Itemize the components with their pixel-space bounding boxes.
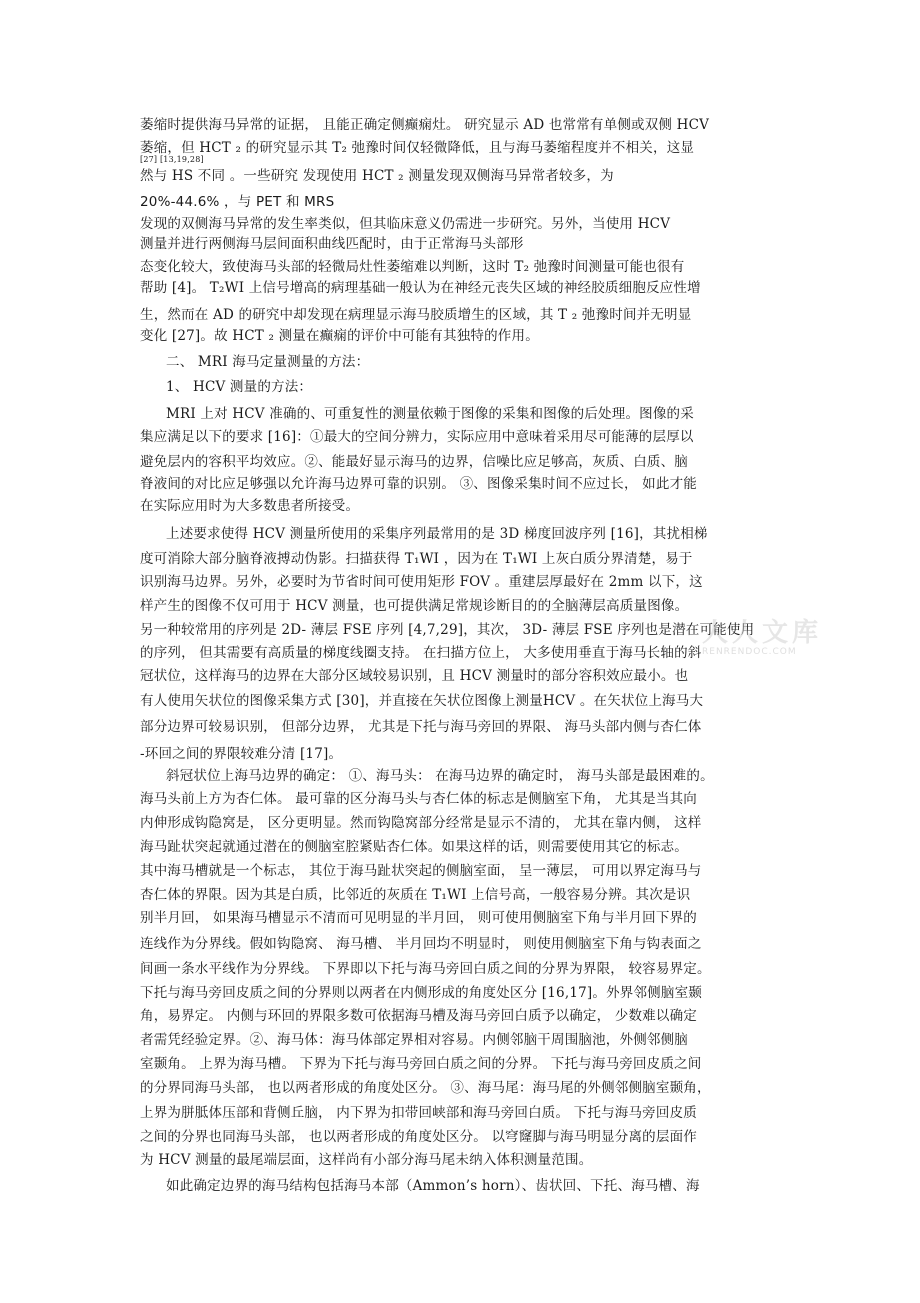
text-line: 为 HCV 测量的最尾端层面，这样尚有小部分海马尾未纳入体积测量范围。 — [140, 1152, 593, 1168]
text-line: 冠状位，这样海马的边界在大部分区域较易识别，且 HCV 测量时的部分容积效应最小。也 — [140, 668, 689, 684]
text-line: 其中海马槽就是一个标志， 其位于海马趾状突起的侧脑室面， 呈一薄层， 可用以界定海马与 — [140, 863, 702, 879]
text-line: 20%-44.6% ，与 PET 和 MRS — [140, 194, 335, 210]
text-line: 上述要求使得 HCV 测量所使用的采集序列最常用的是 3D 梯度回波序列 [16]，其扰相梯 — [166, 526, 708, 542]
text-line: 如此确定边界的海马结构包括海马本部（Ammon’s horn）、齿状回、下托、海马槽、海 — [166, 1178, 700, 1194]
text-line: 角，易界定。 内侧与环回的界限多数可依据海马槽及海马旁回白质予以确定， 少数难以确定 — [140, 1008, 697, 1024]
text-line: 下托与海马旁回皮质之间的分界则以两者在内侧形成的角度处区分 [16,17]。外界邻侧脑室颞 — [140, 985, 702, 1001]
text-line: 间画一条水平线作为分界线。 下界即以下托与海马旁回白质之间的分界为界限， 较容易界定。 — [140, 961, 711, 977]
text-line: 杏仁体的界限。因为其是白质，比邻近的灰质在 T₁WI 上信号高，一般容易分辨。其次是识 — [140, 887, 691, 903]
citation-line: [27] [13,19,28] — [140, 155, 204, 164]
section-heading: 二、 MRI 海马定量测量的方法： — [166, 354, 370, 370]
text-line: 有人使用矢状位的图像采集方式 [30]，并直接在矢状位图像上测量HCV 。在矢状位上海马大 — [140, 693, 704, 709]
text-line: 海马头前上方为杏仁体。 最可靠的区分海马头与杏仁体的标志是侧脑室下角， 尤其是当其向 — [140, 791, 697, 807]
text-line: 脊液间的对比应足够强以允许海马边界可靠的识别。 ③、图像采集时间不应过长， 如此才能 — [140, 476, 697, 492]
watermark-url: RENRENDOC.COM — [702, 647, 797, 657]
text-line: 室颞角。 上界为海马槽。 下界为下托与海马旁回白质之间的分界。 下托与海马旁回皮质之间 — [140, 1056, 702, 1072]
text-line: 者需凭经验定界。②、海马体：海马体部定界相对容易。内侧邻脑干周围脑池，外侧邻侧脑 — [140, 1032, 688, 1048]
subsection-heading: 1、 HCV 测量的方法： — [166, 379, 313, 395]
text-line: 测量并进行两侧海马层间面积曲线匹配时，由于正常海马头部形 — [140, 236, 524, 252]
text-line: 部分边界可较易识别， 但部分边界， 尤其是下托与海马旁回的界限、 海马头部内侧与杏仁体 — [140, 719, 702, 735]
text-line: 萎缩，但 HCT ₂ 的研究显示其 T₂ 弛豫时间仅轻微降低，且与海马萎缩程度并不相关，这显 — [140, 140, 695, 156]
text-line: 帮助 [4]。 T₂WI 上信号增高的病理基础一般认为在神经元丧失区域的神经胶质细胞反应性增 — [140, 280, 701, 296]
text-line: -环回之间的界限较难分清 [17]。 — [140, 746, 343, 762]
text-line: 斜冠状位上海马边界的确定： ①、海马头： 在海马边界的确定时， 海马头部是最困难的。 — [166, 768, 714, 784]
text-line: 萎缩时提供海马异常的证据， 且能正确定侧癫痫灶。 研究显示 AD 也常常有单侧或双侧 HCV — [140, 117, 710, 133]
watermark-logo — [702, 612, 822, 672]
text-line: 的分界同海马头部， 也以两者形成的角度处区分。 ③、海马尾：海马尾的外侧邻侧脑室颞角， — [140, 1080, 711, 1096]
text-line: 然与 HS 不同 。一些研究 发现使用 HCT ₂ 测量发现双侧海马异常者较多，为 — [140, 168, 614, 184]
text-line: 别半月回， 如果海马槽显示不清而可见明显的半月回， 则可使用侧脑室下角与半月回下界的 — [140, 910, 697, 926]
text-line: 变化 [27]。故 HCT ₂ 测量在癫痫的评价中可能有其独特的作用。 — [140, 328, 539, 344]
text-line: 在实际应用时为大多数患者所接受。 — [140, 498, 360, 514]
text-line: 态变化较大，致使海马头部的轻微局灶性萎缩难以判断，这时 T₂ 弛豫时间测量可能也很有 — [140, 259, 685, 275]
text-line: 上界为胼胝体压部和背侧丘脑， 内下界为扣带回峡部和海马旁回白质。 下托与海马旁回皮质 — [140, 1105, 697, 1121]
text-line: 发现的双侧海马异常的发生率类似，但其临床意义仍需进一步研究。另外，当使用 HCV — [140, 216, 671, 232]
text-line: 之间的分界也同海马头部， 也以两者形成的角度处区分。 以穹窿脚与海马明显分离的层面作 — [140, 1129, 697, 1145]
watermark-title: 人人文库 — [702, 618, 823, 648]
text-line: 海马趾状突起就通过潜在的侧脑室腔紧贴杏仁体。如果这样的话，则需要使用其它的标志。 — [140, 839, 688, 855]
text-line: 内伸形成钩隐窝是， 区分更明显。然而钩隐窝部分经常是显示不清的， 尤其在靠内侧， 这样 — [140, 815, 702, 831]
text-line: 的序列， 但其需要有高质量的梯度线圈支持。 在扫描方位上， 大多使用垂直于海马长轴的斜 — [140, 645, 702, 661]
text-line: MRI 上对 HCV 准确的、可重复性的测量依赖于图像的采集和图像的后处理。图像的采 — [166, 406, 694, 422]
text-line: 另一种较常用的序列是 2D- 薄层 FSE 序列 [4,7,29]，其次， 3D- 薄层 FSE 序列也是潜在可能使用 — [140, 622, 755, 638]
text-line: 样产生的图像不仅可用于 HCV 测量，也可提供满足常规诊断目的的全脑薄层高质量图像。 — [140, 598, 689, 614]
text-line: 集应满足以下的要求 [16]：①最大的空间分辨力，实际应用中意味着采用尽可能薄的层厚以 — [140, 429, 694, 445]
text-line: 度可消除大部分脑脊液搏动伪影。扫描获得 T₁WI ，因为在 T₁WI 上灰白质分界清楚，易于 — [140, 551, 693, 567]
text-line: 连线作为分界线。假如钩隐窝、 海马槽、 半月回均不明显时， 则使用侧脑室下角与钩表面之 — [140, 936, 702, 952]
text-line: 生，然而在 AD 的研究中却发现在病理显示海马胶质增生的区域，其 T ₂ 弛豫时间并无明显 — [140, 307, 692, 323]
text-line: 识别海马边界。另外，必要时为节省时间可使用矩形 FOV 。重建层厚最好在 2mm 以下，这 — [140, 574, 703, 590]
text-line: 避免层内的容积平均效应。②、能最好显示海马的边界，信噪比应足够高，灰质、白质、脑 — [140, 454, 688, 470]
